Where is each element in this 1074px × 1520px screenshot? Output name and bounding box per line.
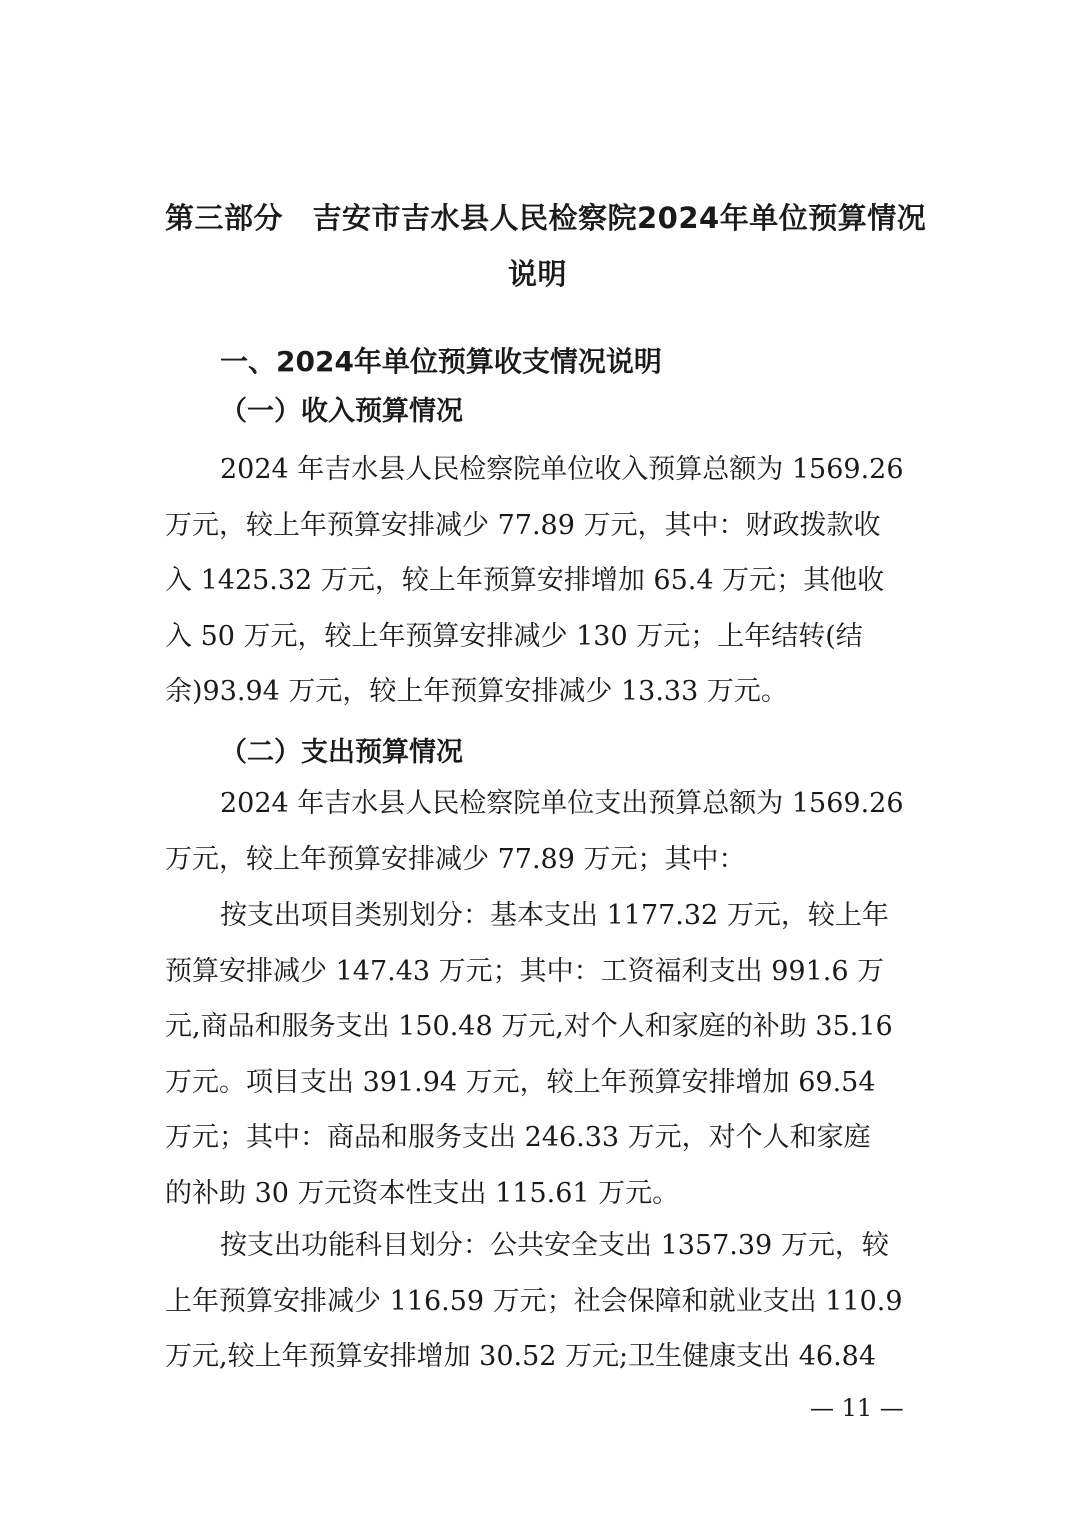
- paragraph-line: 万元；其中：商品和服务支出 246.33 万元，对个人和家庭: [165, 1110, 913, 1166]
- paragraph-line: 预算安排减少 147.43 万元；其中：工资福利支出 991.6 万: [165, 944, 913, 1000]
- page-number: — 11 —: [810, 1388, 920, 1428]
- paragraph-line: 万元。项目支出 391.94 万元，较上年预算安排增加 69.54: [165, 1055, 913, 1111]
- income-paragraph: [165, 442, 913, 720]
- title-line-2: 说明: [165, 246, 910, 302]
- expenditure-total-paragraph: [165, 776, 913, 887]
- subsection-heading-expenditure: （二）支出预算情况: [220, 733, 463, 773]
- paragraph-line: 的补助 30 万元资本性支出 115.61 万元。: [165, 1166, 913, 1222]
- paragraph-line: 入 1425.32 万元，较上年预算安排增加 65.4 万元；其他收: [165, 553, 913, 609]
- document-page: [0, 0, 1074, 1520]
- title-line-1: 第三部分 吉安市吉水县人民检察院2024年单位预算情况: [165, 190, 910, 246]
- subsection-heading-income: （一）收入预算情况: [220, 392, 463, 432]
- paragraph-line: 上年预算安排减少 116.59 万元；社会保障和就业支出 110.9: [165, 1274, 913, 1330]
- paragraph-line: 入 50 万元，较上年预算安排减少 130 万元；上年结转(结: [165, 609, 913, 665]
- section-heading: 一、2024年单位预算收支情况说明: [220, 340, 662, 384]
- page-title: [165, 190, 910, 302]
- paragraph-line: 按支出项目类别划分：基本支出 1177.32 万元，较上年: [165, 888, 913, 944]
- expenditure-by-category-paragraph: [165, 888, 913, 1221]
- paragraph-line: 万元,较上年预算安排增加 30.52 万元;卫生健康支出 46.84: [165, 1329, 913, 1385]
- expenditure-by-function-paragraph: [165, 1218, 913, 1385]
- paragraph-line: 2024 年吉水县人民检察院单位支出预算总额为 1569.26: [165, 776, 913, 832]
- paragraph-line: 余)93.94 万元，较上年预算安排减少 13.33 万元。: [165, 664, 913, 720]
- paragraph-line: 2024 年吉水县人民检察院单位收入预算总额为 1569.26: [165, 442, 913, 498]
- paragraph-line: 元,商品和服务支出 150.48 万元,对个人和家庭的补助 35.16: [165, 999, 913, 1055]
- paragraph-line: 万元，较上年预算安排减少 77.89 万元；其中：: [165, 832, 913, 888]
- paragraph-line: 万元，较上年预算安排减少 77.89 万元，其中：财政拨款收: [165, 498, 913, 554]
- paragraph-line: 按支出功能科目划分：公共安全支出 1357.39 万元，较: [165, 1218, 913, 1274]
